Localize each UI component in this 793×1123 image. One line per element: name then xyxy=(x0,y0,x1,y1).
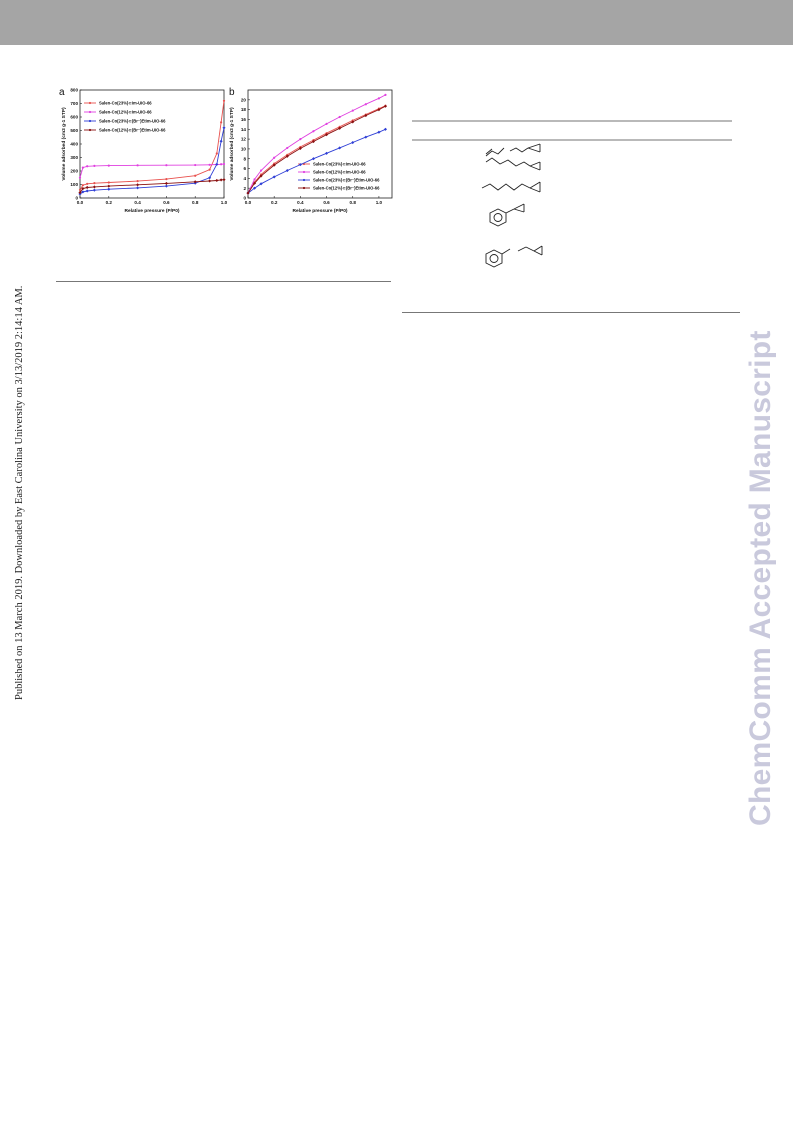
data-point xyxy=(220,163,222,165)
data-point xyxy=(216,152,218,154)
x-tick-label: 0.0 xyxy=(76,200,84,205)
y-tick-label: 20 xyxy=(240,97,246,103)
data-point xyxy=(338,146,341,149)
x-tick-label: 0.0 xyxy=(244,200,252,205)
data-point xyxy=(136,186,139,189)
data-point xyxy=(208,179,211,182)
y-axis-label: Volume adsorbed (cm3 g-1 STP) xyxy=(62,107,67,181)
data-point xyxy=(165,178,167,180)
legend-label: Salen-Co(12%)⊂Im-UiO-66 xyxy=(99,109,152,115)
legend-label: Salen-Co(23%)⊂(Br⁻)EtIm-UiO-66 xyxy=(99,118,166,124)
data-point xyxy=(364,136,367,139)
data-point xyxy=(93,189,96,192)
legend-label: Salen-Co(23%)⊂(Br⁻)EtIm-UiO-66 xyxy=(313,177,380,183)
legend-marker xyxy=(89,111,91,113)
data-point xyxy=(325,152,328,155)
data-point xyxy=(384,94,386,96)
y-tick-label: 2 xyxy=(243,185,246,191)
data-point xyxy=(107,185,110,188)
y-tick-label: 8 xyxy=(243,156,246,162)
legend-marker xyxy=(89,129,91,131)
data-point xyxy=(223,163,225,165)
data-point xyxy=(351,141,354,144)
data-point xyxy=(312,157,315,160)
series-line xyxy=(80,164,224,178)
y-tick-label: 700 xyxy=(70,101,78,107)
x-tick-label: 0.2 xyxy=(105,200,112,205)
data-point xyxy=(253,178,255,180)
data-point xyxy=(93,182,95,184)
data-point xyxy=(220,178,223,181)
x-tick-label: 0.6 xyxy=(323,200,330,205)
data-point xyxy=(384,128,387,131)
y-axis-label: Volume adsorbed (cm3 g-1 STP) xyxy=(230,107,235,181)
data-point xyxy=(215,179,218,182)
y-tick-label: 0 xyxy=(243,195,246,201)
data-point xyxy=(194,175,196,177)
x-tick-label: 0.6 xyxy=(163,200,170,205)
x-tick-label: 0.8 xyxy=(192,200,199,205)
legend-marker xyxy=(89,120,91,122)
data-point xyxy=(86,183,88,185)
data-point xyxy=(220,121,222,123)
y-tick-label: 18 xyxy=(240,107,246,113)
header-bar xyxy=(0,0,793,45)
figure-panel-b xyxy=(226,86,396,222)
legend-marker xyxy=(303,171,305,173)
data-point xyxy=(79,189,81,191)
substrate-structures xyxy=(412,118,732,278)
figure-caption-rule xyxy=(56,281,391,282)
data-point xyxy=(312,130,314,132)
series-line xyxy=(80,180,224,193)
structure-styrene-oxide xyxy=(490,204,524,226)
y-tick-label: 10 xyxy=(240,146,246,152)
figure-panel-a xyxy=(56,86,228,222)
y-tick-label: 6 xyxy=(243,166,246,172)
y-tick-label: 400 xyxy=(70,141,78,147)
data-point xyxy=(165,164,167,166)
data-point xyxy=(299,163,302,166)
legend-label: Salen-Co(23%)⊂Im-UiO-66 xyxy=(313,161,366,167)
isotherm-chart-b xyxy=(226,86,396,222)
data-point xyxy=(260,169,262,171)
download-notice-text: Published on 13 March 2019. Downloaded by East Carolina University on 3/13/2019 2:14:14 AM. xyxy=(14,285,25,700)
data-point xyxy=(165,185,168,188)
panel-label: b xyxy=(229,87,235,98)
data-point xyxy=(215,163,218,166)
data-point xyxy=(82,167,84,169)
legend-marker xyxy=(89,102,91,104)
x-axis-label: Relative pressure (P/P0) xyxy=(292,209,348,214)
table-bottom-rule xyxy=(402,312,740,313)
watermark-text: ChemComm Accepted Manuscript xyxy=(744,330,777,826)
legend-label: Salen-Co(23%)⊂Im-UiO-66 xyxy=(99,100,152,106)
data-point xyxy=(325,123,327,125)
y-tick-label: 12 xyxy=(240,136,246,142)
x-tick-label: 1.0 xyxy=(220,200,228,205)
data-point xyxy=(108,181,110,183)
legend-label: Salen-Co(12%)⊂(Br⁻)EtIm-UiO-66 xyxy=(313,185,380,191)
data-point xyxy=(136,183,139,186)
y-tick-label: 0 xyxy=(75,195,78,201)
data-point xyxy=(194,164,196,166)
x-tick-label: 0.8 xyxy=(349,200,356,205)
data-point xyxy=(365,103,367,105)
structure-benzyl-epoxide xyxy=(486,246,542,267)
y-tick-label: 16 xyxy=(240,117,246,123)
data-point xyxy=(352,110,354,112)
x-tick-label: 0.2 xyxy=(270,200,278,205)
x-tick-label: 0.4 xyxy=(297,200,304,205)
y-tick-label: 4 xyxy=(243,175,246,181)
x-tick-label: 1.0 xyxy=(375,200,383,205)
data-point xyxy=(137,164,139,166)
y-tick-label: 200 xyxy=(70,168,78,174)
y-tick-label: 300 xyxy=(70,155,78,161)
data-point xyxy=(107,188,110,191)
panel-label: a xyxy=(59,87,65,98)
legend-marker xyxy=(303,179,305,181)
substrate-table xyxy=(412,118,732,278)
y-tick-label: 800 xyxy=(70,87,78,93)
data-point xyxy=(377,131,380,134)
y-tick-label: 14 xyxy=(240,126,246,132)
data-point xyxy=(165,182,168,185)
data-point xyxy=(79,177,81,179)
structure-hexyl-epoxide xyxy=(486,158,540,170)
structure-octyl-epoxide xyxy=(482,182,540,192)
data-point xyxy=(86,189,89,192)
y-tick-label: 500 xyxy=(70,128,78,134)
data-point xyxy=(220,140,223,143)
y-tick-label: 100 xyxy=(70,182,78,188)
structure-allyl-epoxide xyxy=(486,144,540,156)
data-point xyxy=(378,97,380,99)
data-point xyxy=(108,165,110,167)
data-point xyxy=(82,184,84,186)
data-point xyxy=(209,164,211,166)
data-point xyxy=(93,185,96,188)
data-point xyxy=(86,165,88,167)
x-axis-label: Relative pressure (P/P0) xyxy=(124,209,180,214)
legend-label: Salen-Co(12%)⊂Im-UiO-66 xyxy=(313,169,366,175)
legend-label: Salen-Co(12%)⊂(Br⁻)EtIm-UiO-66 xyxy=(99,127,166,133)
data-point xyxy=(86,186,89,189)
isotherm-chart-a xyxy=(56,86,228,222)
y-tick-label: 600 xyxy=(70,114,78,120)
data-point xyxy=(223,100,225,102)
data-point xyxy=(286,147,288,149)
x-tick-label: 0.4 xyxy=(134,200,141,205)
data-point xyxy=(209,169,211,171)
legend-marker xyxy=(303,187,305,189)
data-point xyxy=(339,116,341,118)
download-notice xyxy=(14,285,28,714)
data-point xyxy=(273,157,275,159)
data-point xyxy=(137,180,139,182)
data-point xyxy=(93,165,95,167)
data-point xyxy=(299,138,301,140)
data-point xyxy=(286,169,289,172)
